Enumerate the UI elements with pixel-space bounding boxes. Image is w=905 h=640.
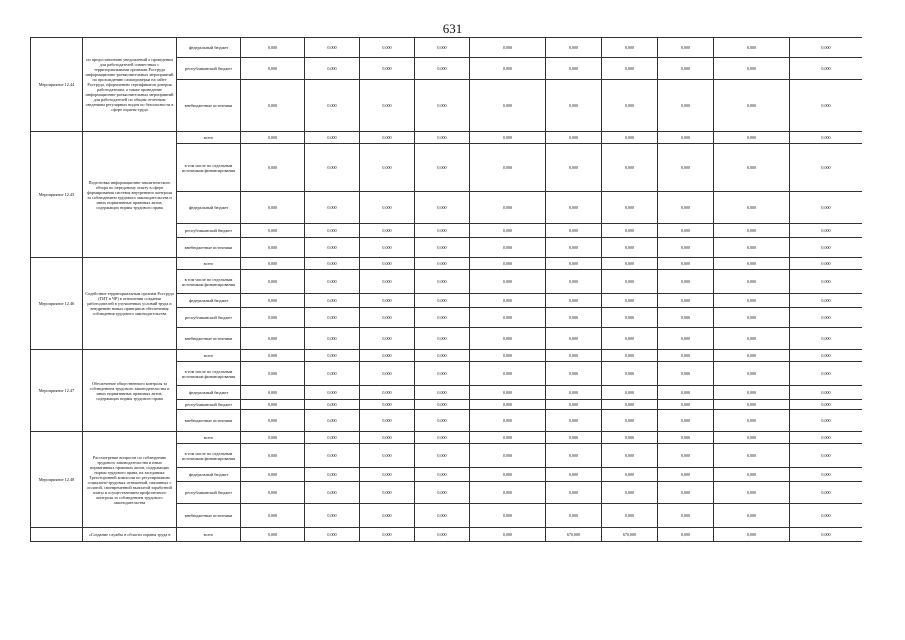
amount-cell: 0,000	[714, 270, 790, 294]
amount-cell: 0,000	[658, 224, 714, 238]
amount-cell: 0,000	[602, 444, 658, 468]
funding-source: всего	[177, 432, 241, 444]
amount-cell: 0,000	[546, 400, 602, 410]
amount-cell: 0,000	[305, 144, 360, 192]
amount-cell: 0,000	[305, 238, 360, 258]
amount-cell: 0,000	[241, 432, 305, 444]
amount-cell: 0,000	[790, 192, 863, 224]
funding-source: в том числе по отдельным источникам финансирования	[177, 270, 241, 294]
amount-cell: 0,000	[546, 294, 602, 308]
amount-cell: 0,000	[415, 400, 470, 410]
measure-description: по предоставлению уведомлений о проведении для работодателей совместных с территориальными органами Роструда информационно-разъяснительных мероприятий по прохождению самопроверки на сайте Роструда, оформлению сертификатов доверия работодателям, а также проведение информационно-разъяснительных мероприятий для работодателей по общим отчетным сведениям регулярных видов по безопасности в сфере охраны труда	[83, 38, 177, 132]
amount-cell: 0,000	[658, 192, 714, 224]
amount-cell: 0,000	[602, 58, 658, 80]
amount-cell: 0,000	[241, 132, 305, 144]
amount-cell: 0,000	[790, 432, 863, 444]
amount-cell: 0,000	[546, 328, 602, 350]
amount-cell: 0,000	[305, 328, 360, 350]
amount-cell: 670,000	[546, 528, 602, 542]
measure-description: Подготовка информационно-аналитического обзора по передовому опыту в сфере формирования системы внутреннего контроля за соблюдением трудового законодательства и иных нормативных правовых актов, содержащих нормы трудового права	[83, 132, 177, 258]
amount-cell: 0,000	[546, 224, 602, 238]
amount-cell: 0,000	[360, 144, 415, 192]
amount-cell: 0,000	[546, 444, 602, 468]
amount-cell: 0,000	[714, 58, 790, 80]
amount-cell: 0,000	[470, 238, 546, 258]
amount-cell: 0,000	[546, 270, 602, 294]
amount-cell: 0,000	[470, 468, 546, 482]
amount-cell: 0,000	[360, 58, 415, 80]
amount-cell: 0,000	[602, 144, 658, 192]
amount-cell: 0,000	[546, 132, 602, 144]
amount-cell: 0,000	[305, 444, 360, 468]
amount-cell: 0,000	[602, 192, 658, 224]
amount-cell: 0,000	[790, 410, 863, 432]
amount-cell: 0,000	[241, 468, 305, 482]
table-row	[31, 258, 863, 270]
amount-cell: 0,000	[714, 444, 790, 468]
amount-cell: 0,000	[305, 132, 360, 144]
amount-cell: 0,000	[241, 482, 305, 504]
amount-cell: 0,000	[360, 238, 415, 258]
amount-cell: 0,000	[241, 80, 305, 132]
amount-cell: 0,000	[305, 386, 360, 400]
amount-cell: 0,000	[602, 432, 658, 444]
amount-cell: 0,000	[470, 410, 546, 432]
amount-cell: 0,000	[415, 238, 470, 258]
funding-source: в том числе по отдельным источникам финансирования	[177, 444, 241, 468]
measure-name: Мероприятие 12.44	[31, 38, 83, 132]
amount-cell: 0,000	[658, 350, 714, 362]
funding-source: всего	[177, 528, 241, 542]
amount-cell: 0,000	[415, 468, 470, 482]
amount-cell: 0,000	[658, 504, 714, 528]
amount-cell: 0,000	[305, 468, 360, 482]
amount-cell: 0,000	[658, 400, 714, 410]
amount-cell: 0,000	[241, 192, 305, 224]
amount-cell: 0,000	[305, 482, 360, 504]
amount-cell: 0,000	[415, 192, 470, 224]
funding-source: внебюджетные источники	[177, 410, 241, 432]
amount-cell: 0,000	[790, 132, 863, 144]
funding-source: внебюджетные источники	[177, 504, 241, 528]
amount-cell: 0,000	[658, 432, 714, 444]
amount-cell: 0,000	[602, 400, 658, 410]
amount-cell: 0,000	[602, 350, 658, 362]
amount-cell: 0,000	[415, 528, 470, 542]
amount-cell: 0,000	[470, 270, 546, 294]
amount-cell: 0,000	[658, 58, 714, 80]
amount-cell: 0,000	[415, 258, 470, 270]
amount-cell: 0,000	[790, 528, 863, 542]
measure-name: Мероприятие 12.48	[31, 432, 83, 528]
amount-cell: 0,000	[360, 444, 415, 468]
amount-cell: 0,000	[305, 224, 360, 238]
amount-cell: 0,000	[790, 468, 863, 482]
amount-cell: 0,000	[241, 444, 305, 468]
amount-cell: 0,000	[790, 144, 863, 192]
amount-cell: 0,000	[658, 308, 714, 328]
table-row	[31, 528, 863, 542]
amount-cell: 0,000	[658, 144, 714, 192]
amount-cell: 0,000	[658, 132, 714, 144]
amount-cell: 0,000	[241, 350, 305, 362]
amount-cell: 0,000	[470, 308, 546, 328]
amount-cell: 0,000	[241, 504, 305, 528]
amount-cell: 0,000	[360, 350, 415, 362]
amount-cell: 0,000	[241, 410, 305, 432]
amount-cell: 0,000	[714, 410, 790, 432]
funding-source: федеральный бюджет	[177, 468, 241, 482]
funding-source: федеральный бюджет	[177, 294, 241, 308]
amount-cell: 0,000	[360, 482, 415, 504]
amount-cell: 0,000	[360, 328, 415, 350]
amount-cell: 0,000	[360, 362, 415, 386]
amount-cell: 0,000	[602, 38, 658, 58]
amount-cell: 0,000	[714, 362, 790, 386]
amount-cell: 0,000	[415, 294, 470, 308]
amount-cell: 0,000	[602, 294, 658, 308]
amount-cell: 0,000	[546, 308, 602, 328]
amount-cell: 0,000	[602, 224, 658, 238]
amount-cell: 0,000	[241, 528, 305, 542]
amount-cell: 0,000	[658, 468, 714, 482]
amount-cell: 0,000	[305, 258, 360, 270]
amount-cell: 0,000	[241, 58, 305, 80]
amount-cell: 0,000	[714, 482, 790, 504]
amount-cell: 0,000	[241, 144, 305, 192]
funding-source: республиканский бюджет	[177, 400, 241, 410]
amount-cell: 0,000	[305, 528, 360, 542]
amount-cell: 0,000	[470, 362, 546, 386]
amount-cell: 0,000	[790, 350, 863, 362]
amount-cell: 0,000	[415, 362, 470, 386]
amount-cell: 0,000	[714, 432, 790, 444]
table-row	[31, 350, 863, 362]
amount-cell: 0,000	[470, 400, 546, 410]
amount-cell: 0,000	[602, 270, 658, 294]
amount-cell: 0,000	[658, 328, 714, 350]
amount-cell: 0,000	[546, 410, 602, 432]
funding-source: в том числе по отдельным источникам финансирования	[177, 362, 241, 386]
amount-cell: 0,000	[360, 400, 415, 410]
amount-cell: 0,000	[714, 144, 790, 192]
measure-description: Рассмотрение вопросов по соблюдению трудового законодательства и иных нормативных правовых актов, содержащих нормы трудового права, на заседаниях Трехсторонней комиссии по регулированию социально-трудовых отношений, связанных с оплатой, своевременной выплатой заработной платы и осуществлением профсоюзного контроля за соблюдением трудового законодательства	[83, 432, 177, 528]
amount-cell: 0,000	[415, 80, 470, 132]
amount-cell: 0,000	[241, 386, 305, 400]
amount-cell: 0,000	[658, 410, 714, 432]
financing-table-container	[30, 37, 862, 595]
amount-cell: 0,000	[470, 294, 546, 308]
amount-cell: 0,000	[241, 224, 305, 238]
funding-source: федеральный бюджет	[177, 192, 241, 224]
funding-source: всего	[177, 258, 241, 270]
amount-cell: 0,000	[658, 80, 714, 132]
amount-cell: 0,000	[658, 444, 714, 468]
amount-cell: 0,000	[470, 482, 546, 504]
amount-cell: 0,000	[546, 58, 602, 80]
amount-cell: 0,000	[360, 38, 415, 58]
amount-cell: 0,000	[714, 80, 790, 132]
funding-source: республиканский бюджет	[177, 58, 241, 80]
amount-cell: 0,000	[790, 444, 863, 468]
amount-cell: 0,000	[241, 400, 305, 410]
amount-cell: 0,000	[470, 386, 546, 400]
amount-cell: 0,000	[305, 270, 360, 294]
amount-cell: 0,000	[241, 270, 305, 294]
amount-cell: 0,000	[790, 224, 863, 238]
amount-cell: 0,000	[360, 432, 415, 444]
amount-cell: 0,000	[470, 144, 546, 192]
amount-cell: 0,000	[415, 410, 470, 432]
amount-cell: 0,000	[241, 38, 305, 58]
amount-cell: 0,000	[415, 224, 470, 238]
amount-cell: 0,000	[470, 80, 546, 132]
funding-source: республиканский бюджет	[177, 482, 241, 504]
amount-cell: 0,000	[790, 294, 863, 308]
measure-name: Мероприятие 12.45	[31, 132, 83, 258]
measure-description: «Создание службы в области охраны труда в	[83, 528, 177, 542]
amount-cell: 0,000	[546, 432, 602, 444]
amount-cell: 0,000	[714, 224, 790, 238]
amount-cell: 0,000	[415, 132, 470, 144]
amount-cell: 0,000	[415, 270, 470, 294]
amount-cell: 0,000	[714, 238, 790, 258]
amount-cell: 0,000	[470, 504, 546, 528]
amount-cell: 0,000	[305, 410, 360, 432]
funding-source: федеральный бюджет	[177, 386, 241, 400]
amount-cell: 0,000	[714, 258, 790, 270]
amount-cell: 0,000	[602, 362, 658, 386]
amount-cell: 0,000	[790, 482, 863, 504]
funding-source: внебюджетные источники	[177, 80, 241, 132]
amount-cell: 0,000	[658, 258, 714, 270]
amount-cell: 0,000	[470, 224, 546, 238]
amount-cell: 0,000	[790, 328, 863, 350]
measure-name: Мероприятие 12.46	[31, 258, 83, 350]
amount-cell: 0,000	[546, 144, 602, 192]
amount-cell: 0,000	[714, 294, 790, 308]
amount-cell: 0,000	[241, 362, 305, 386]
amount-cell: 0,000	[305, 504, 360, 528]
page-number: 631	[442, 21, 463, 36]
funding-source: федеральный бюджет	[177, 38, 241, 58]
amount-cell: 0,000	[602, 132, 658, 144]
amount-cell: 0,000	[415, 308, 470, 328]
table-row	[31, 38, 863, 58]
amount-cell: 0,000	[415, 386, 470, 400]
amount-cell: 0,000	[241, 258, 305, 270]
amount-cell: 0,000	[360, 258, 415, 270]
amount-cell: 0,000	[602, 504, 658, 528]
amount-cell: 0,000	[470, 58, 546, 80]
amount-cell: 0,000	[470, 432, 546, 444]
amount-cell: 0,000	[305, 294, 360, 308]
funding-source: всего	[177, 132, 241, 144]
measure-name	[31, 528, 83, 542]
amount-cell: 0,000	[714, 38, 790, 58]
amount-cell: 0,000	[360, 80, 415, 132]
amount-cell: 0,000	[714, 400, 790, 410]
amount-cell: 0,000	[790, 504, 863, 528]
amount-cell: 0,000	[360, 528, 415, 542]
amount-cell: 0,000	[241, 294, 305, 308]
amount-cell: 0,000	[470, 528, 546, 542]
amount-cell: 0,000	[602, 468, 658, 482]
amount-cell: 0,000	[658, 386, 714, 400]
amount-cell: 0,000	[305, 58, 360, 80]
amount-cell: 0,000	[470, 132, 546, 144]
amount-cell: 0,000	[415, 328, 470, 350]
measure-description: Обеспечение общественного контроля за соблюдением трудового законодательства и иных нормативных правовых актов, содержащих нормы трудового права	[83, 350, 177, 432]
amount-cell: 0,000	[415, 444, 470, 468]
amount-cell: 0,000	[658, 528, 714, 542]
funding-source: республиканский бюджет	[177, 224, 241, 238]
amount-cell: 0,000	[360, 294, 415, 308]
amount-cell: 0,000	[241, 308, 305, 328]
amount-cell: 0,000	[602, 386, 658, 400]
amount-cell: 0,000	[790, 238, 863, 258]
amount-cell: 0,000	[714, 308, 790, 328]
funding-source: всего	[177, 350, 241, 362]
amount-cell: 0,000	[714, 350, 790, 362]
amount-cell: 0,000	[415, 504, 470, 528]
amount-cell: 0,000	[470, 328, 546, 350]
amount-cell: 0,000	[415, 350, 470, 362]
amount-cell: 0,000	[546, 482, 602, 504]
amount-cell: 0,000	[470, 192, 546, 224]
amount-cell: 0,000	[790, 400, 863, 410]
measure-name: Мероприятие 12.47	[31, 350, 83, 432]
amount-cell: 0,000	[546, 38, 602, 58]
funding-source: внебюджетные источники	[177, 238, 241, 258]
amount-cell: 0,000	[602, 258, 658, 270]
amount-cell: 0,000	[602, 410, 658, 432]
measure-description: Содействие территориальным органам Роструда (ГИТ в ЧР) в отношении создания работодателей в улучшенных условий труда и внедрению новых принципов обеспечения соблюдения трудового законодательства	[83, 258, 177, 350]
table-row	[31, 132, 863, 144]
amount-cell: 0,000	[714, 192, 790, 224]
amount-cell: 0,000	[546, 80, 602, 132]
amount-cell: 0,000	[360, 224, 415, 238]
amount-cell: 0,000	[415, 58, 470, 80]
amount-cell: 0,000	[546, 238, 602, 258]
amount-cell: 0,000	[602, 482, 658, 504]
amount-cell: 0,000	[360, 308, 415, 328]
amount-cell: 0,000	[360, 410, 415, 432]
amount-cell: 0,000	[602, 238, 658, 258]
amount-cell: 0,000	[790, 270, 863, 294]
amount-cell: 0,000	[546, 362, 602, 386]
amount-cell: 0,000	[790, 308, 863, 328]
amount-cell: 0,000	[658, 38, 714, 58]
amount-cell: 0,000	[790, 80, 863, 132]
amount-cell: 0,000	[415, 38, 470, 58]
amount-cell: 0,000	[360, 132, 415, 144]
amount-cell: 0,000	[790, 38, 863, 58]
amount-cell: 0,000	[305, 432, 360, 444]
amount-cell: 0,000	[790, 58, 863, 80]
funding-source: республиканский бюджет	[177, 308, 241, 328]
amount-cell: 0,000	[790, 362, 863, 386]
amount-cell: 0,000	[546, 504, 602, 528]
table-row	[31, 432, 863, 444]
amount-cell: 0,000	[714, 132, 790, 144]
amount-cell: 0,000	[658, 482, 714, 504]
amount-cell: 0,000	[360, 504, 415, 528]
amount-cell: 0,000	[305, 80, 360, 132]
amount-cell: 0,000	[470, 38, 546, 58]
amount-cell: 0,000	[360, 270, 415, 294]
amount-cell: 0,000	[305, 362, 360, 386]
amount-cell: 0,000	[658, 294, 714, 308]
amount-cell: 0,000	[714, 528, 790, 542]
amount-cell: 0,000	[714, 504, 790, 528]
amount-cell: 0,000	[360, 468, 415, 482]
amount-cell: 0,000	[714, 386, 790, 400]
amount-cell: 0,000	[546, 468, 602, 482]
amount-cell: 0,000	[658, 270, 714, 294]
amount-cell: 0,000	[415, 432, 470, 444]
amount-cell: 0,000	[241, 238, 305, 258]
amount-cell: 0,000	[658, 238, 714, 258]
amount-cell: 0,000	[546, 192, 602, 224]
amount-cell: 0,000	[470, 350, 546, 362]
amount-cell: 0,000	[546, 350, 602, 362]
amount-cell: 0,000	[305, 192, 360, 224]
amount-cell: 0,000	[470, 444, 546, 468]
funding-source: внебюджетные источники	[177, 328, 241, 350]
amount-cell: 0,000	[790, 386, 863, 400]
amount-cell: 0,000	[546, 258, 602, 270]
amount-cell: 0,000	[305, 38, 360, 58]
amount-cell: 0,000	[602, 308, 658, 328]
amount-cell: 670,000	[602, 528, 658, 542]
amount-cell: 0,000	[470, 258, 546, 270]
amount-cell: 0,000	[415, 482, 470, 504]
amount-cell: 0,000	[305, 308, 360, 328]
amount-cell: 0,000	[241, 328, 305, 350]
amount-cell: 0,000	[658, 362, 714, 386]
amount-cell: 0,000	[602, 80, 658, 132]
amount-cell: 0,000	[714, 328, 790, 350]
amount-cell: 0,000	[360, 192, 415, 224]
amount-cell: 0,000	[546, 386, 602, 400]
amount-cell: 0,000	[305, 350, 360, 362]
amount-cell: 0,000	[360, 386, 415, 400]
amount-cell: 0,000	[305, 400, 360, 410]
financing-table	[30, 37, 862, 542]
amount-cell: 0,000	[790, 258, 863, 270]
amount-cell: 0,000	[602, 328, 658, 350]
amount-cell: 0,000	[415, 144, 470, 192]
funding-source: в том числе по отдельным источникам финансирования	[177, 144, 241, 192]
amount-cell: 0,000	[714, 468, 790, 482]
